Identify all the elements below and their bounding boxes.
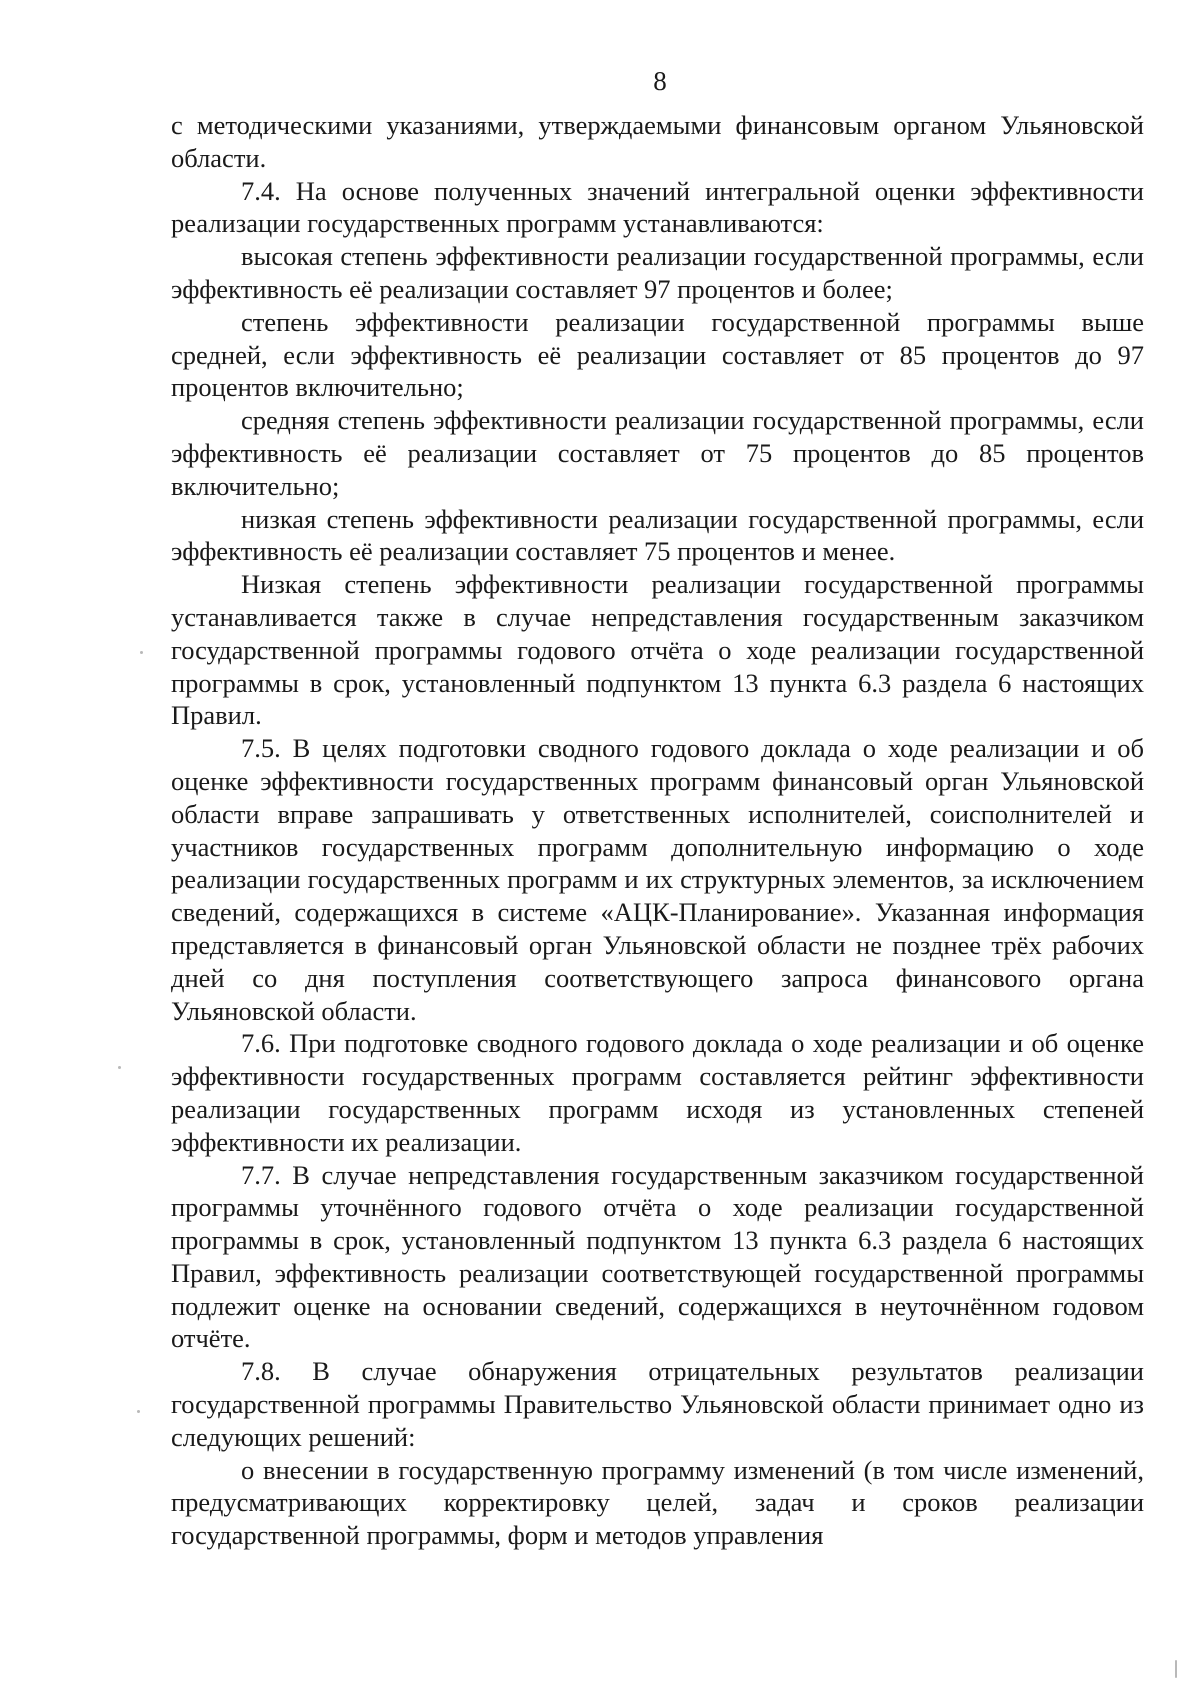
paragraph: 7.8. В случае обнаружения отрицательных результатов реализации государственной программы Правительство Ульяновской области принимает одно из следующих решений:	[171, 1356, 1144, 1452]
paragraph: о внесении в государственную программу изменений (в том числе изменений, предусматривающих корректировку целей, задач и сроков реализации государственной программы, форм и методов управления	[171, 1454, 1144, 1551]
paragraph: Низкая степень эффективности реализации государственной программы устанавливается также в случае непредставления государственным заказчиком государственной программы годового отчёта о ходе реализации государственной программы в срок, установленный подпунктом 13 пункта 6.3 раздела 6 настоящих Правил.	[171, 569, 1144, 731]
page-number: 8	[653, 66, 667, 96]
document-body	[171, 109, 1144, 1552]
scan-speck	[1175, 1660, 1177, 1678]
paragraph: средняя степень эффективности реализации государственной программы, если эффективность её реализации составляет от 75 процентов до 85 процентов включительно;	[171, 405, 1144, 501]
scan-speck	[137, 1410, 140, 1413]
paragraph: с методическими указаниями, утверждаемыми финансовым органом Ульяновской области.	[171, 110, 1144, 173]
scan-speck	[118, 1066, 121, 1069]
paragraph: 7.4. На основе полученных значений интегральной оценки эффективности реализации государственных программ устанавливаются:	[171, 175, 1144, 239]
paragraph: низкая степень эффективности реализации государственной программы, если эффективность её реализации составляет 75 процентов и менее.	[171, 503, 1144, 567]
paragraph: 7.6. При подготовке сводного годового доклада о ходе реализации и об оценке эффективности государственных программ составляется рейтинг эффективности реализации государственных программ исходя из установленных степеней эффективности их реализации.	[171, 1028, 1144, 1157]
paragraph: 7.7. В случае непредставления государственным заказчиком государственной программы уточнённого годового отчёта о ходе реализации государственной программы в срок, установленный подпунктом 13 пункта 6.3 раздела 6 настоящих Правил, эффективность реализации соответствующей государственной программы подлежит оценке на основании сведений, содержащихся в неуточнённом годовом отчёте.	[171, 1159, 1144, 1354]
paragraph: 7.5. В целях подготовки сводного годового доклада о ходе реализации и об оценке эффективности государственных программ финансовый орган Ульяновской области вправе запрашивать у ответственных исполнителей, соисполнителей и участников государственных программ дополнительную информацию о ходе реализации государственных программ и их структурных элементов, за исключением сведений, содержащихся в системе «АЦК-Планирование». Указанная информация представляется в финансовый орган Ульяновской области не позднее трёх рабочих дней со дня поступления соответствующего запроса финансового органа Ульяновской области.	[171, 733, 1144, 1026]
scan-speck	[140, 651, 143, 654]
paragraph: высокая степень эффективности реализации государственной программы, если эффективность её реализации составляет 97 процентов и более;	[171, 241, 1144, 304]
paragraph: степень эффективности реализации государственной программы выше средней, если эффективность её реализации составляет от 85 процентов до 97 процентов включительно;	[171, 306, 1144, 403]
